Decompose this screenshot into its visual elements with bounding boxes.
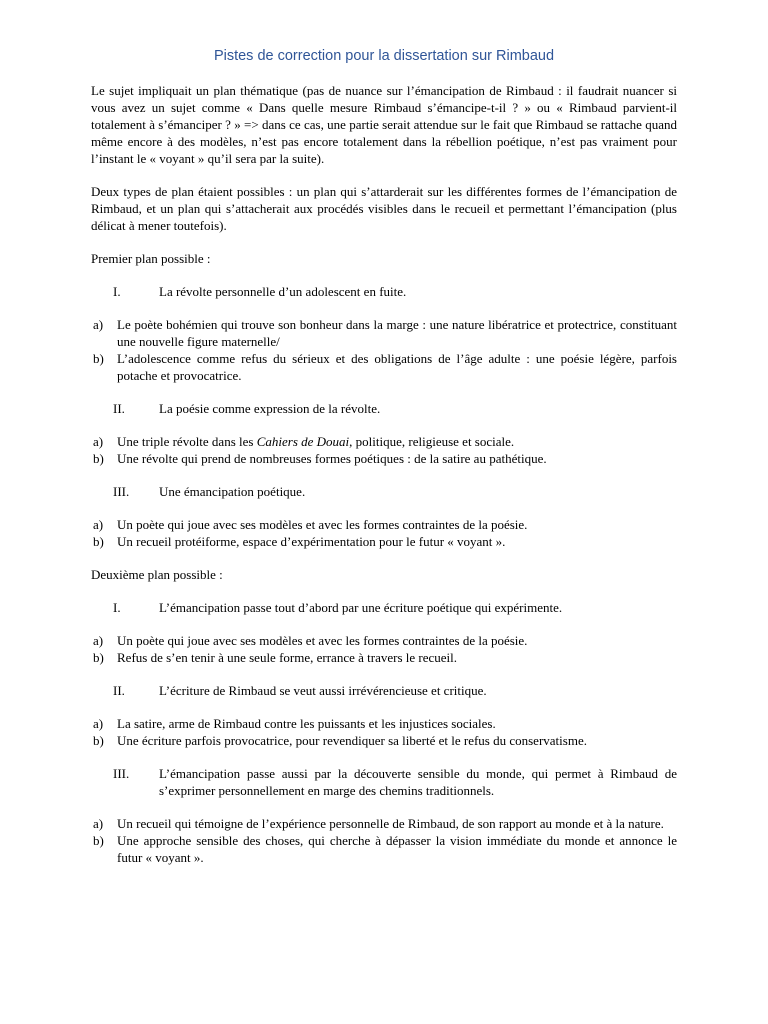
part-number: I. <box>113 284 121 299</box>
sub-text: Une triple révolte dans les Cahiers de Douai, politique, religieuse et sociale. <box>117 434 515 449</box>
part-number: III. <box>113 484 130 499</box>
sub-letter: b) <box>93 534 104 549</box>
sub-text: Un recueil qui témoigne de l’expérience personnelle de Rimbaud, de son rapport au monde et à la nature. <box>117 816 664 831</box>
part-title: La poésie comme expression de la révolte. <box>159 401 381 416</box>
italic-title: Cahiers de Douai <box>256 434 350 449</box>
sub-text: Le poète bohémien qui trouve son bonheur dans la marge : une nature libératrice et protectrice, constituant une nouvelle figure maternelle/ <box>117 317 677 349</box>
plan2-part-3 <box>113 765 677 799</box>
sub-letter: b) <box>93 733 104 748</box>
sub-letter: a) <box>93 816 104 831</box>
sub-text: L’adolescence comme refus du sérieux et des obligations de l’âge adulte : une poésie légère, parfois potache et provocatrice. <box>117 351 677 383</box>
sub-text: Une révolte qui prend de nombreuses formes poétiques : de la satire au pathétique. <box>117 451 547 466</box>
plan2-part-3-sub-b <box>91 832 677 866</box>
part-number: I. <box>113 600 121 615</box>
part-number: III. <box>113 766 130 781</box>
sub-letter: b) <box>93 351 104 366</box>
part-number: II. <box>113 401 125 416</box>
plan2-part-2 <box>113 682 677 699</box>
plan2-part-1 <box>113 599 677 616</box>
plan1-part-3 <box>113 483 677 500</box>
part-title: L’émancipation passe aussi par la découverte sensible du monde, qui permet à Rimbaud de s’exprimer personnellement en marge des chemins traditionnels. <box>159 766 677 798</box>
sub-text: Une écriture parfois provocatrice, pour revendiquer sa liberté et le refus du conservatisme. <box>117 733 587 748</box>
plan1-part-2-sub-b <box>91 450 677 467</box>
plan1-part-1-sub-a <box>91 316 677 350</box>
plan2-part-2-sub-b <box>91 732 677 749</box>
sub-letter: a) <box>93 517 104 532</box>
plan1-part-2 <box>113 400 677 417</box>
sub-letter: b) <box>93 650 104 665</box>
part-title: L’écriture de Rimbaud se veut aussi irrévérencieuse et critique. <box>159 683 487 698</box>
plan1-part-1-sub-b <box>91 350 677 384</box>
plan2-part-2-sub-a <box>91 715 677 732</box>
sub-letter: a) <box>93 317 104 332</box>
plan2-part-1-sub-a <box>91 632 677 649</box>
sub-text: Un poète qui joue avec ses modèles et avec les formes contraintes de la poésie. <box>117 633 528 648</box>
sub-letter: b) <box>93 451 104 466</box>
plan1-part-2-sub-a <box>91 433 677 450</box>
sub-text: Un poète qui joue avec ses modèles et avec les formes contraintes de la poésie. <box>117 517 528 532</box>
sub-letter: a) <box>93 716 104 731</box>
intro-paragraph-2: Deux types de plan étaient possibles : un plan qui s’attarderait sur les différentes formes de l’émancipation de Rimbaud, et un plan qui s’attacherait aux procédés visibles dans le recueil et permettant l’émancipation (plus délicat à mener toutefois). <box>91 184 677 233</box>
intro-paragraph-1: Le sujet impliquait un plan thématique (pas de nuance sur l’émancipation de Rimbaud : il faudrait nuancer si vous avez un sujet comme « Dans quelle mesure Rimbaud s’émancipe-t-il ? » ou « Rimbaud parvient-il totalement à s’émanciper ? » => dans ce cas, une partie serait attendue sur le fait que Rimbaud se rattache quand même encore à des modèles, n’est pas encore totalement dans la rébellion poétique, n’est pas vraiment pour l’instant le « voyant » qu’il sera par la suite). <box>91 83 677 166</box>
plan1-part-3-sub-b <box>91 533 677 550</box>
plan1-heading: Premier plan possible : <box>91 251 211 266</box>
sub-text: La satire, arme de Rimbaud contre les puissants et les injustices sociales. <box>117 716 496 731</box>
plan1-part-3-sub-a <box>91 516 677 533</box>
part-title: L’émancipation passe tout d’abord par une écriture poétique qui expérimente. <box>159 600 563 615</box>
sub-letter: b) <box>93 833 104 848</box>
part-title: La révolte personnelle d’un adolescent en fuite. <box>159 284 407 299</box>
plan2-part-1-sub-b <box>91 649 677 666</box>
sub-text: Refus de s’en tenir à une seule forme, errance à travers le recueil. <box>117 650 457 665</box>
plan1-part-1 <box>113 283 677 300</box>
sub-letter: a) <box>93 633 104 648</box>
sub-text: Un recueil protéiforme, espace d’expérimentation pour le futur « voyant ». <box>117 534 506 549</box>
sub-letter: a) <box>93 434 104 449</box>
plan2-heading: Deuxième plan possible : <box>91 567 223 582</box>
part-number: II. <box>113 683 125 698</box>
part-title: Une émancipation poétique. <box>159 484 306 499</box>
sub-text: Une approche sensible des choses, qui cherche à dépasser la vision immédiate du monde et annonce le futur « voyant ». <box>117 833 677 865</box>
document-title: Pistes de correction pour la dissertation sur Rimbaud <box>213 48 555 64</box>
plan2-part-3-sub-a <box>91 815 677 832</box>
document-page <box>91 48 677 866</box>
